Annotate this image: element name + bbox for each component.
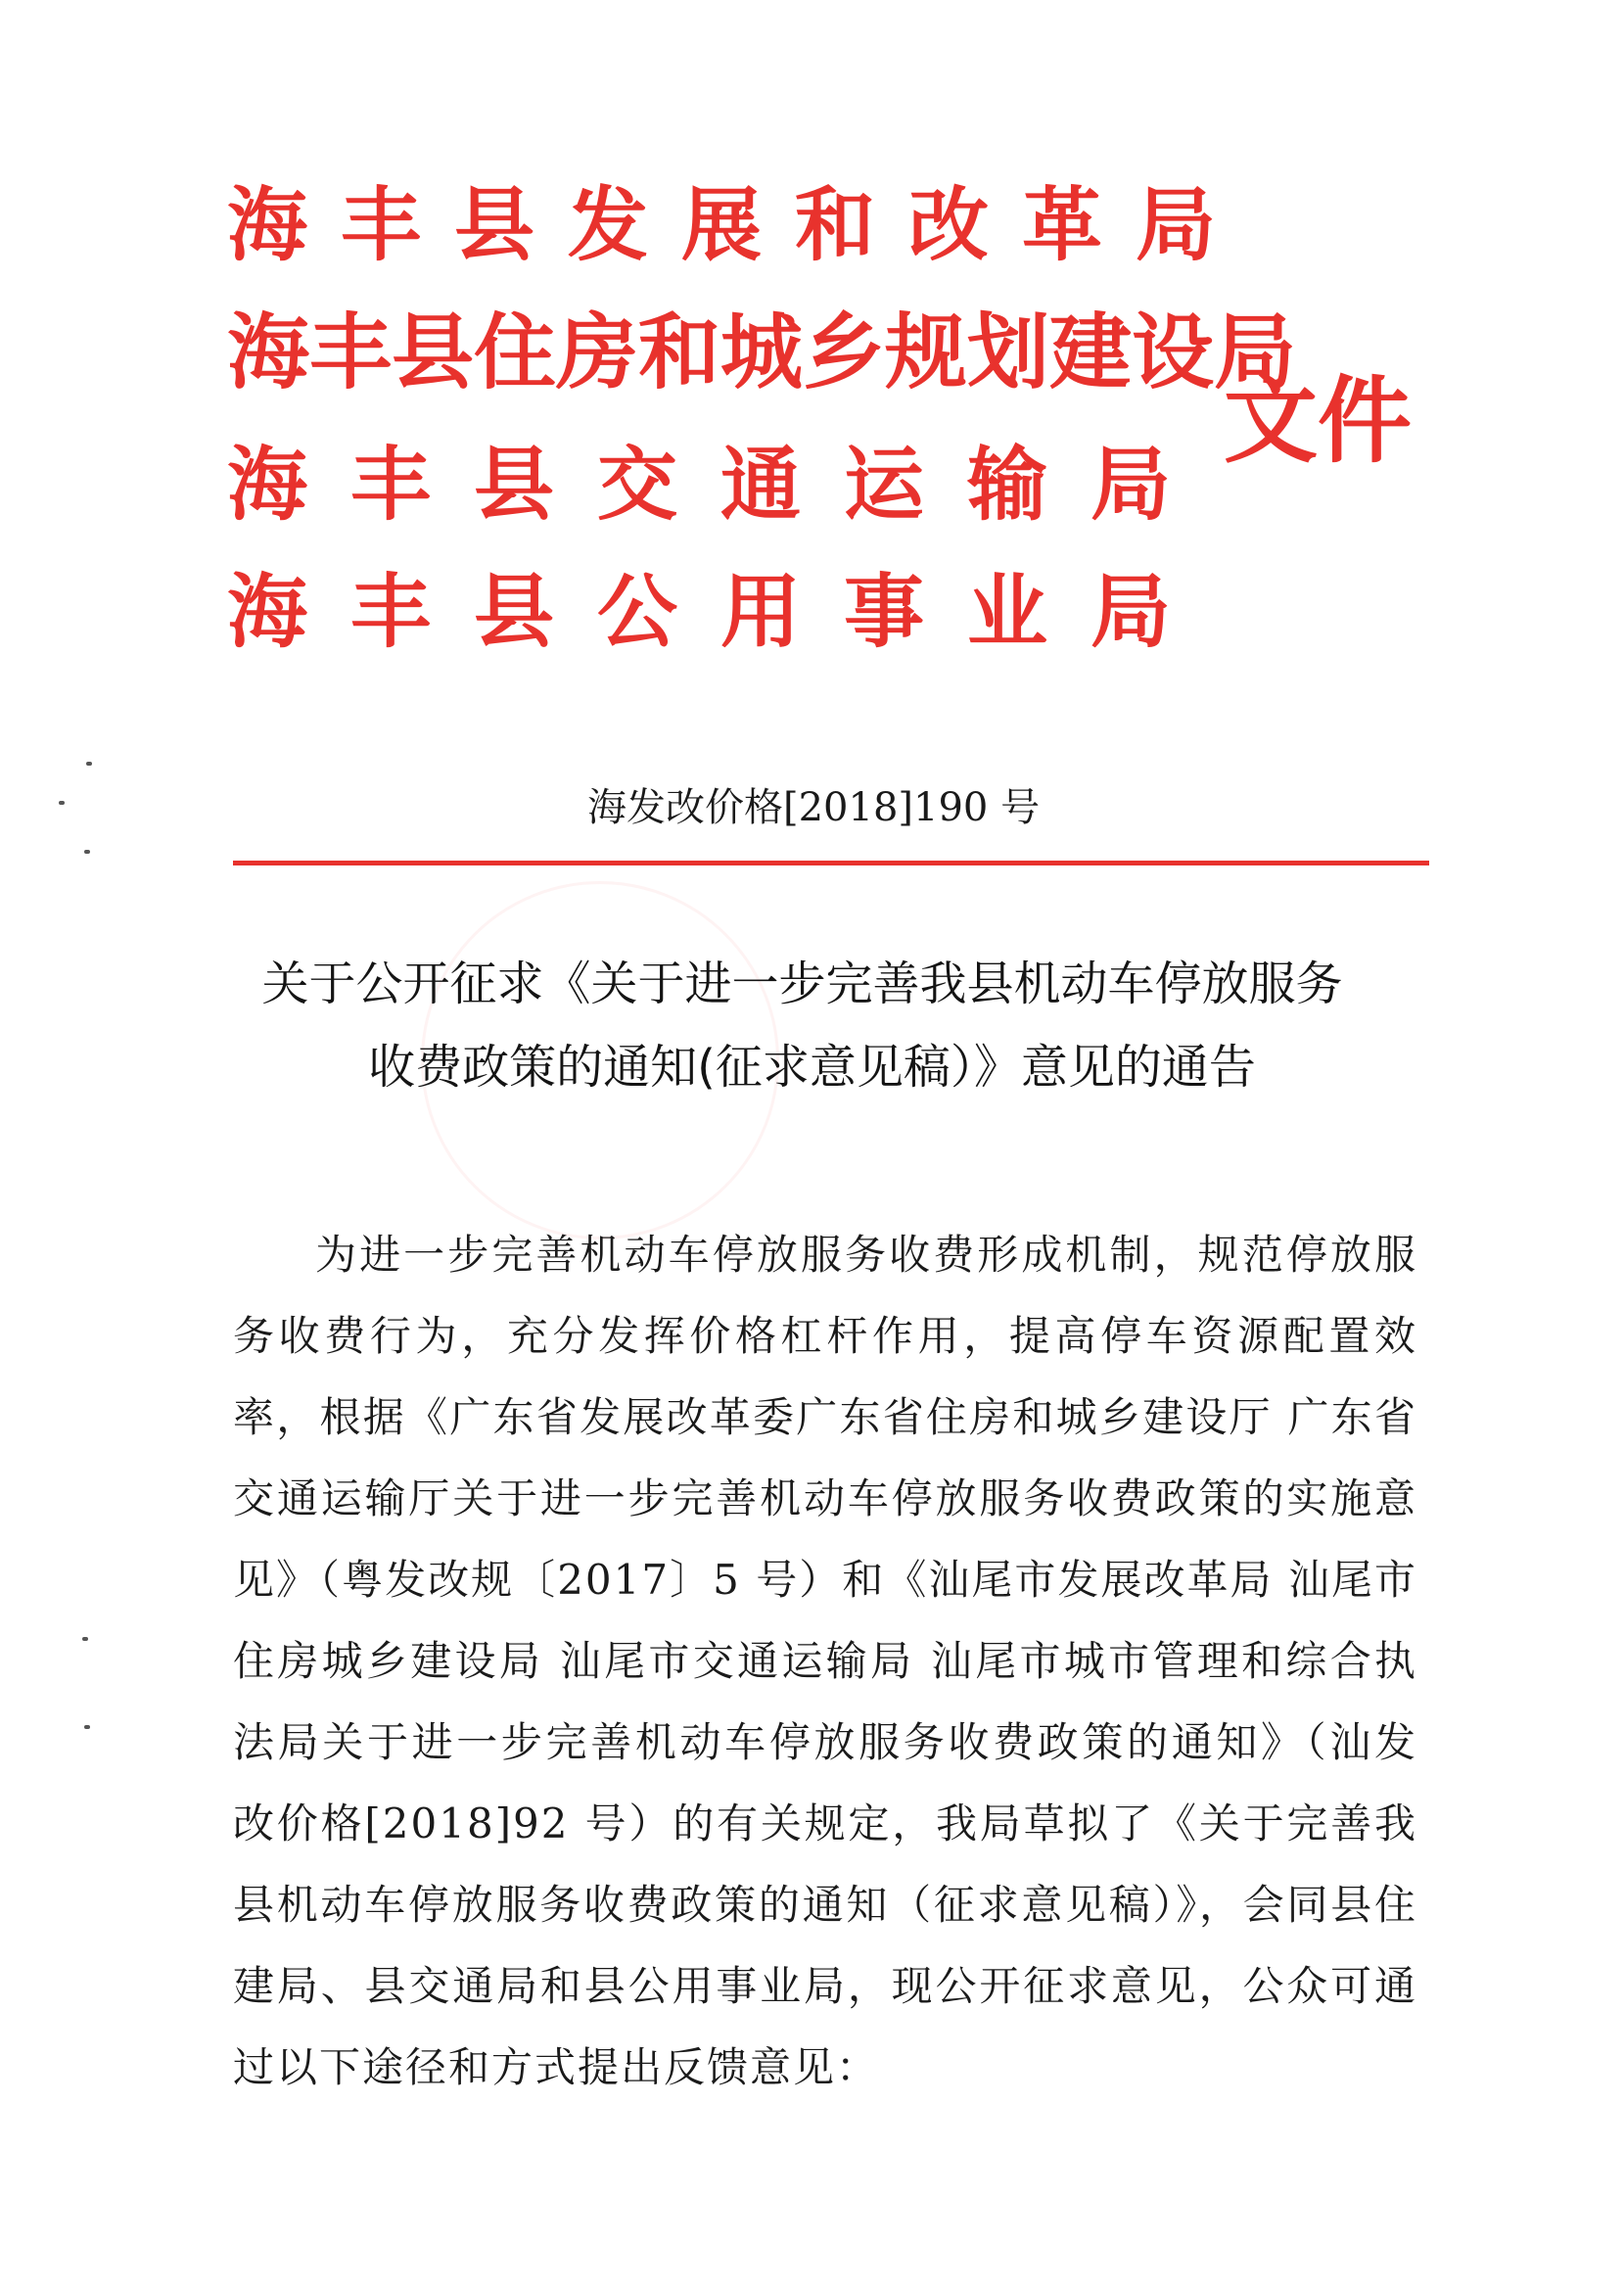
- document-header: [227, 176, 1297, 685]
- header-divider: [233, 861, 1429, 865]
- agency-name-transport: 海丰县交通运输局: [227, 438, 1215, 532]
- scan-speck: [82, 1637, 88, 1641]
- scan-speck: [84, 1725, 90, 1729]
- scan-speck: [86, 762, 92, 766]
- document-number: 海发改价格[2018]190 号: [587, 785, 1041, 830]
- agency-name-housing-construction: 海丰县住房和城乡规划建设局: [227, 304, 1297, 400]
- agency-name-development-reform: 海丰县发展和改革局: [227, 178, 1250, 272]
- body-paragraph: 为进一步完善机动车停放服务收费形成机制，规范停放服务收费行为，充分发挥价格杠杆作用，提高停车资源配置效率，根据《广东省发展改革委广东省住房和城乡建设厅 广东省交通运输厅关于进一步完善机动车停放服务收费政策的实施意见》（粤发改规〔2017〕5 号）和《汕尾市发展改革局 汕尾市住房城乡建设局 汕尾市交通运输局 汕尾市城市管理和综合执法局关于进一步完善机动车停放服务收费政策的通知》（汕发改价格[2018]92 号）的有关规定，我局草拟了《关于完善我县机动车停放服务收费政策的通知（征求意见稿）》，会同县住建局、县交通局和县公用事业局，现公开征求意见，公众可通过以下途径和方式提出反馈意见：: [233, 1231, 1417, 2091]
- scan-speck: [59, 801, 65, 805]
- notice-title-line-1: 关于公开征求《关于进一步完善我县机动车停放服务: [261, 957, 1343, 1011]
- notice-title-line-2: 收费政策的通知(征求意见稿）》意见的通告: [368, 1040, 1256, 1095]
- scan-speck: [84, 850, 90, 854]
- agency-name-public-utilities: 海丰县公用事业局: [227, 565, 1215, 659]
- document-type-label: 文件: [1224, 365, 1412, 476]
